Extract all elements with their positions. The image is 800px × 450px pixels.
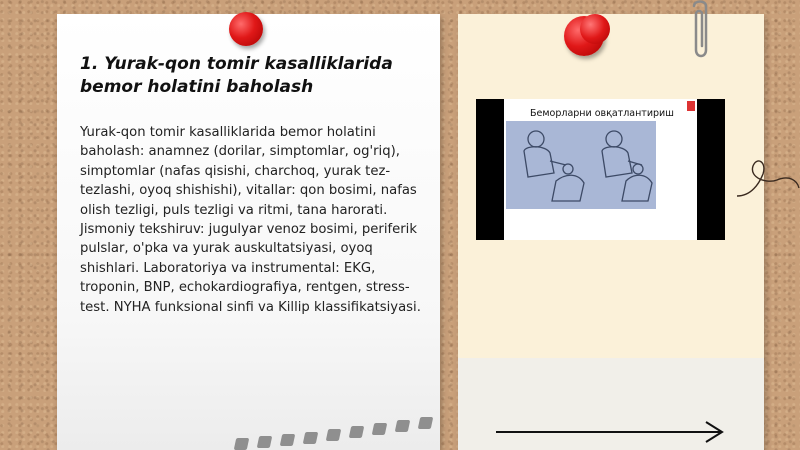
swirl-doodle-icon <box>737 150 800 210</box>
slide-thumbnail[interactable] <box>476 99 725 240</box>
slide-caption: Беморларни овқатлантириш <box>530 108 674 119</box>
perforation-holes <box>227 402 440 450</box>
paperclip-icon <box>686 0 714 64</box>
slide-content <box>504 99 697 240</box>
arrow-right-icon[interactable] <box>494 418 724 448</box>
card-title: 1. Yurak-qon tomir kasalliklarida bemor holatini baholash <box>80 54 393 97</box>
caregivers-feeding-patients-illustration-icon <box>506 121 656 209</box>
card-body-text: Yurak-qon tomir kasalliklarida bemor holatini baholash: anamnez (dorilar, simptomlar, og'riq), simptomlar (nafas qisishi, charchoq, yurak tez-tezlashi, oyoq shishishi), vitallar: qon bosimi, nafas olish tezligi, puls tezligi va ritmi, tana harorati. Jismoniy tekshiruv: jugulyar venoz bosimi, periferik pulslar, o'pka va yurak auskultatsiyasi, oyoq shishlari. Laboratoriya va instrumental: EKG, troponin, BNP, echokardiografiya, rentgen, stress-test. NYHA funksional sinfi va Killip klassifikatsiyasi. <box>80 125 421 315</box>
slide-logo-icon <box>687 101 695 111</box>
pushpin-icon <box>229 12 263 46</box>
pushpin-icon <box>564 16 604 56</box>
